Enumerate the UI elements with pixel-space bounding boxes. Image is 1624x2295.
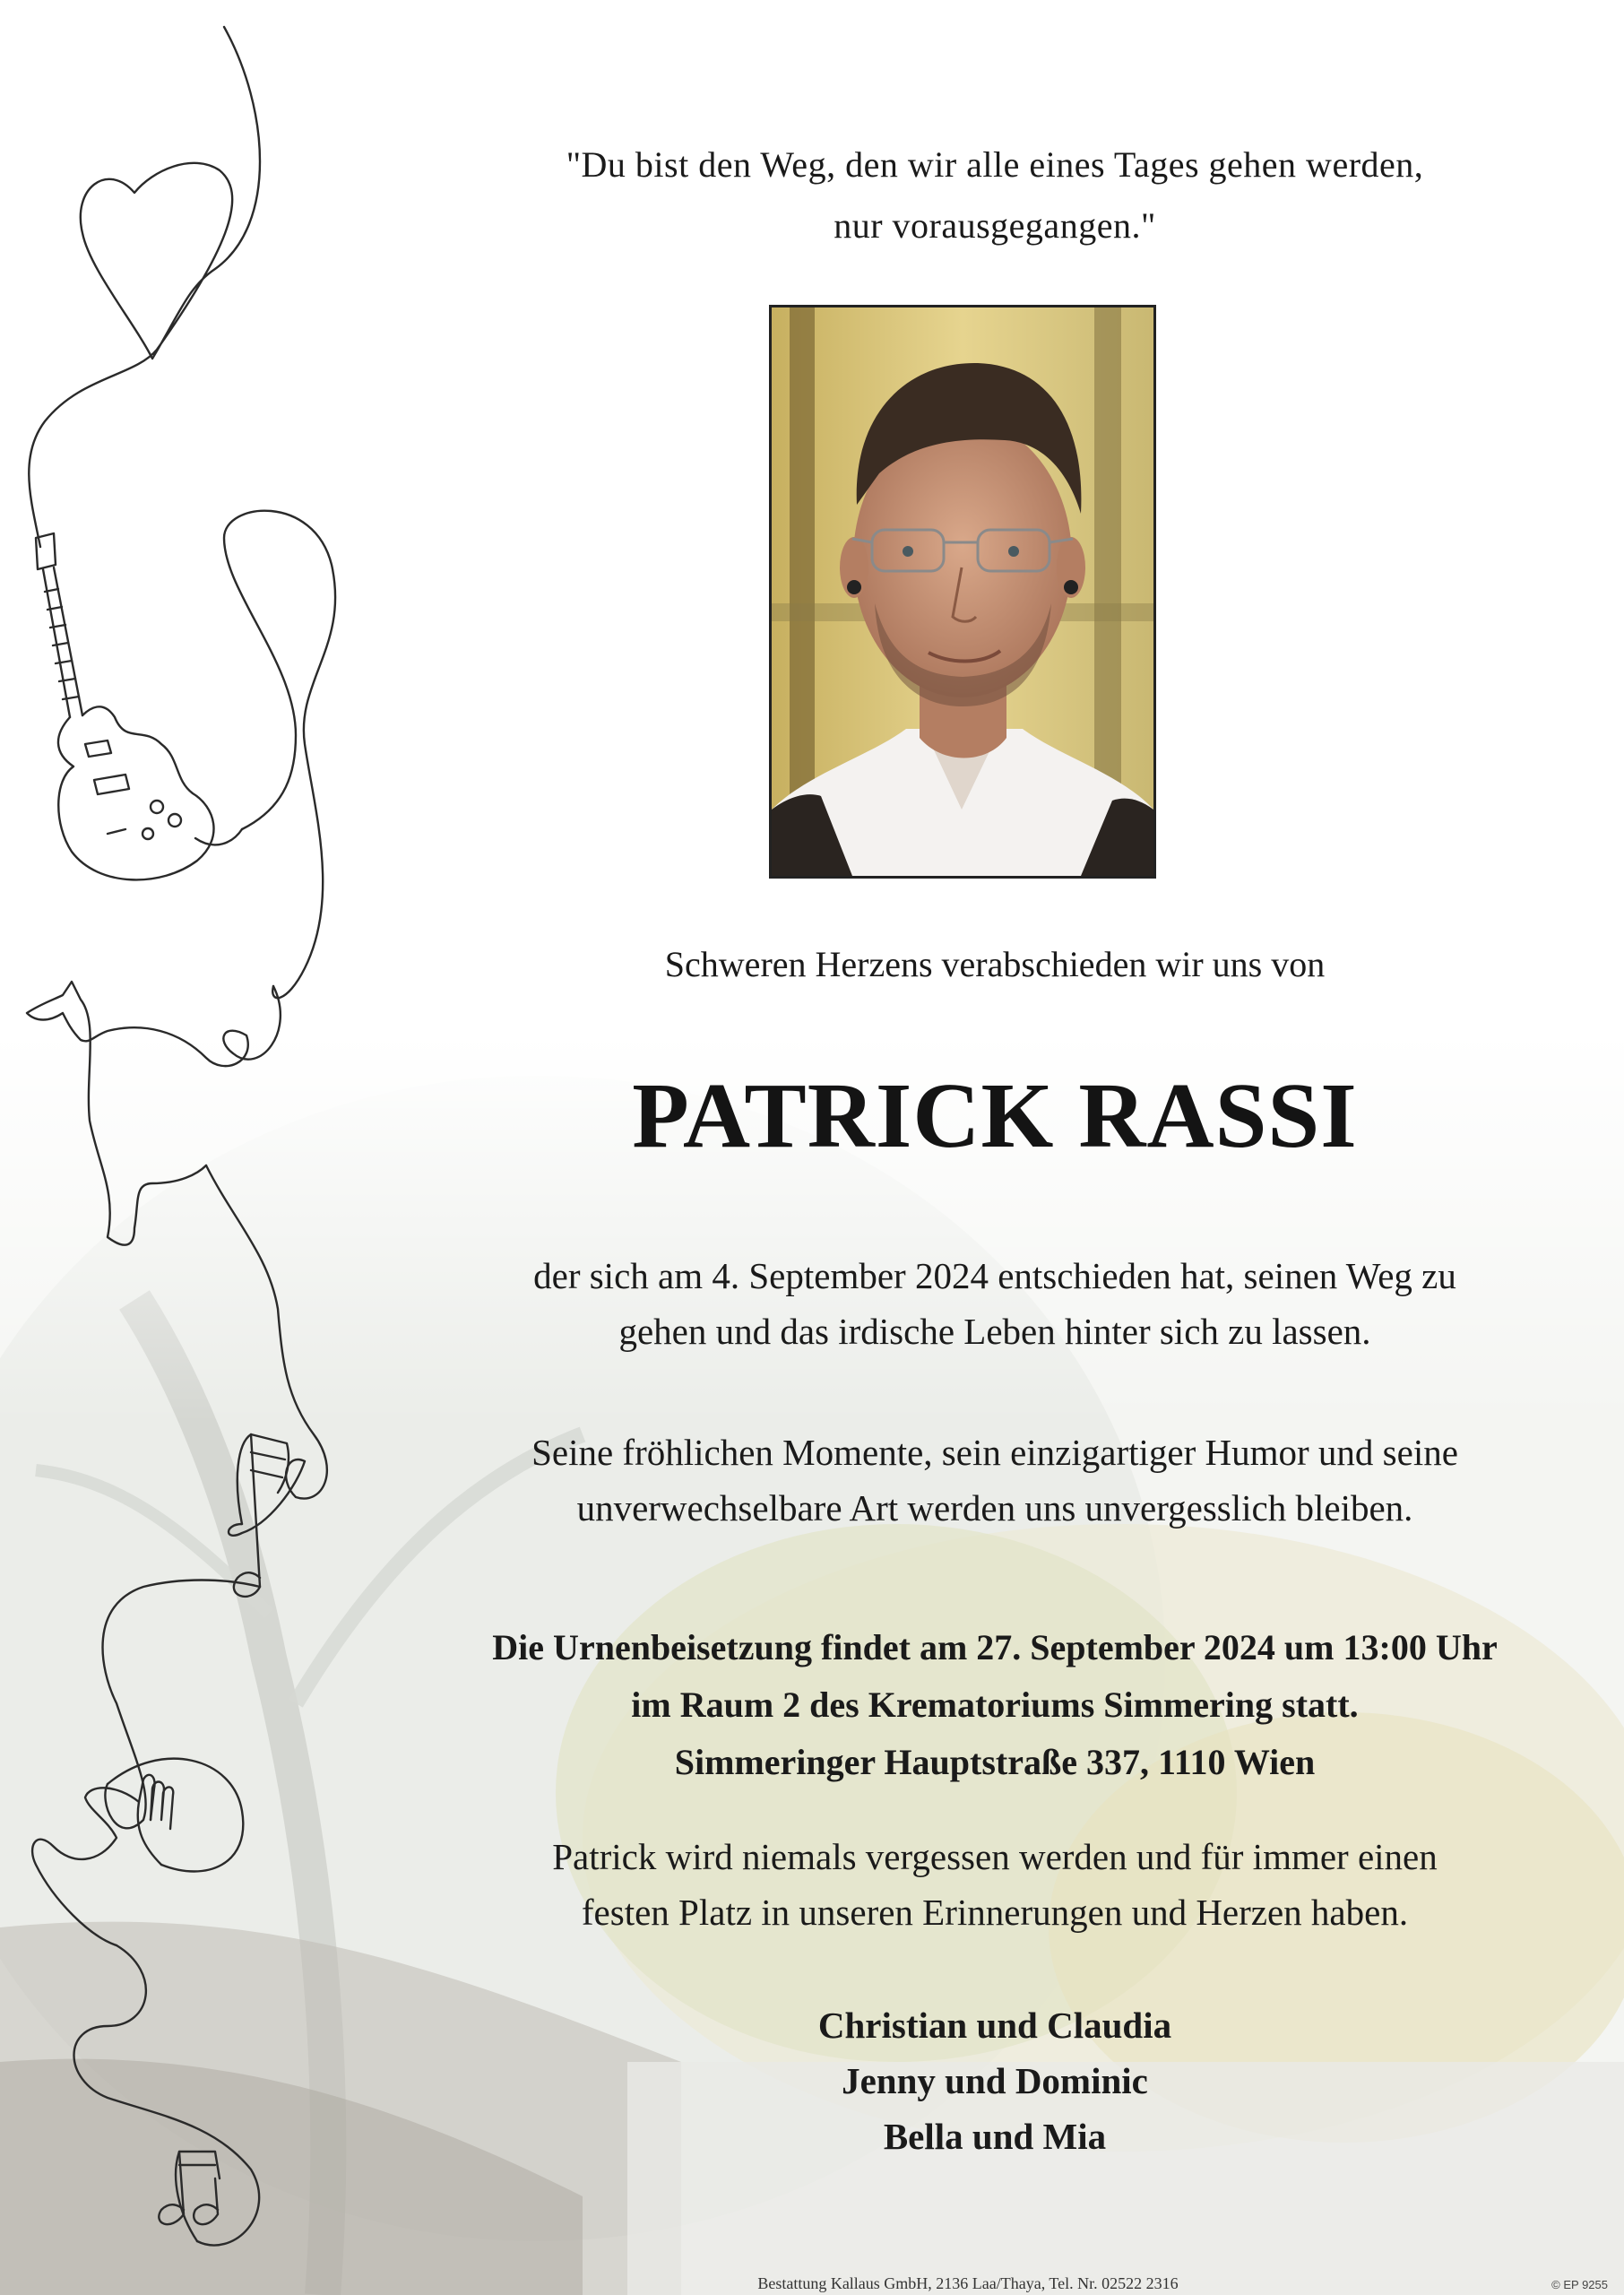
signature-line: Bella und Mia [883,2116,1107,2157]
signature-line: Christian und Claudia [817,2005,1172,2046]
funeral-date-line: Die Urnenbeisetzung findet am 27. September 2024 um 13:00 Uhr [492,1627,1498,1667]
paragraph-memories [376,1425,1613,1536]
funeral-location-line: im Raum 2 des Krematoriums Simmering statt. [631,1684,1359,1725]
signature-line: Jenny und Dominic [842,2060,1148,2101]
funeral-details [376,1619,1613,1791]
portrait-photo-icon [772,307,1153,876]
paragraph-remembrance [376,1829,1613,1940]
document-code: © EP 9255 [1551,2278,1608,2291]
paragraph-memories-line-1: Seine fröhlichen Momente, sein einzigartiger Humor und seine [531,1432,1458,1473]
paragraph-decision-line-1: der sich am 4. September 2024 entschieden hat, seinen Weg zu [533,1255,1456,1296]
paragraph-remembrance-line-1: Patrick wird niemals vergessen werden und für immer einen [552,1836,1438,1877]
quote-line-2: nur vorausgegangen." [834,205,1156,246]
deceased-name: PATRICK RASSI [632,1064,1358,1167]
intro-text: Schweren Herzens verabschieden wir uns von [664,944,1326,984]
funeral-home-footer: Bestattung Kallaus GmbH, 2136 Laa/Thaya, Tel. Nr. 02522 2316 [757,2274,1179,2292]
paragraph-memories-line-2: unverwechselbare Art werden uns unvergesslich bleiben. [576,1487,1413,1529]
paragraph-remembrance-line-2: festen Platz in unseren Erinnerungen und Herzen haben. [581,1892,1409,1933]
signatures [376,1997,1613,2164]
quote [376,134,1613,256]
portrait-photo [769,305,1156,879]
paragraph-decision [376,1248,1613,1359]
funeral-address-line: Simmeringer Hauptstraße 337, 1110 Wien [674,1742,1316,1782]
quote-line-1: "Du bist den Weg, den wir alle eines Tages gehen werden, [566,144,1424,185]
paragraph-decision-line-2: gehen und das irdische Leben hinter sich zu lassen. [618,1311,1371,1352]
